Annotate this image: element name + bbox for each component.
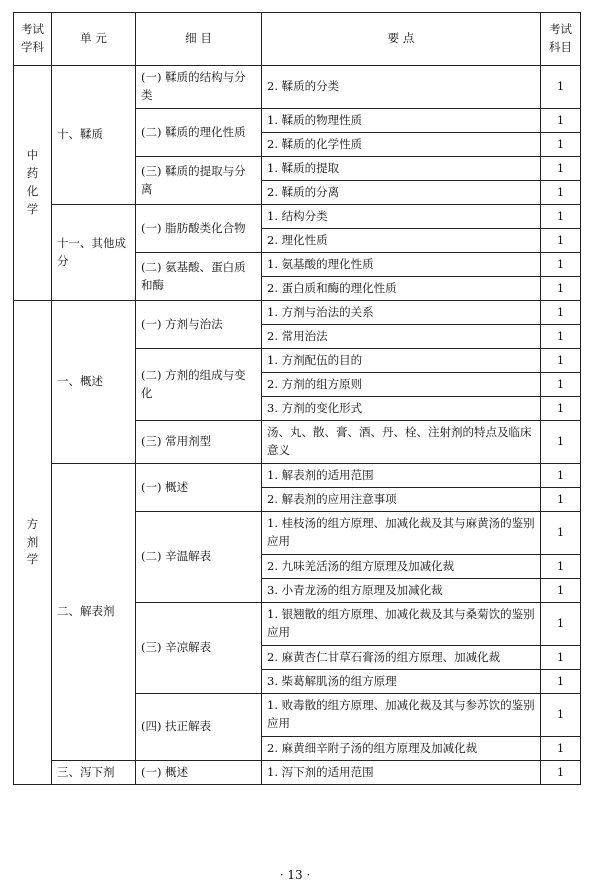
item-cell: (二) 辛温解表 [136, 512, 262, 603]
item-cell: (三) 辛凉解表 [136, 603, 262, 694]
point-cell: 1. 方剂与治法的关系 [262, 301, 541, 325]
page-number: · 13 · [279, 868, 311, 882]
count-cell: 1 [541, 579, 581, 603]
point-cell: 3. 方剂的变化形式 [262, 397, 541, 421]
count-cell: 1 [541, 325, 581, 349]
count-cell: 1 [541, 421, 581, 464]
unit-cell: 二、解表剂 [52, 464, 136, 761]
item-cell: (一) 方剂与治法 [136, 301, 262, 349]
point-cell: 1. 解表剂的适用范围 [262, 464, 541, 488]
point-cell: 2. 解表剂的应用注意事项 [262, 488, 541, 512]
item-cell: (二) 鞣质的理化性质 [136, 109, 262, 157]
table-row [14, 301, 581, 325]
unit-cell: 十、鞣质 [52, 66, 136, 205]
point-cell: 1. 桂枝汤的组方原理、加减化裁及其与麻黄汤的鉴别应用 [262, 512, 541, 555]
point-cell: 1. 泻下剂的适用范围 [262, 761, 541, 785]
table-row [14, 464, 581, 488]
unit-cell: 三、泻下剂 [52, 761, 136, 785]
table-row [14, 205, 581, 229]
item-cell: (二) 方剂的组成与变化 [136, 349, 262, 421]
header-row [14, 13, 581, 66]
point-cell: 1. 方剂配伍的目的 [262, 349, 541, 373]
exam-outline-table [13, 12, 581, 785]
count-cell: 1 [541, 181, 581, 205]
point-cell: 2. 理化性质 [262, 229, 541, 253]
subject-cell: 中药化学 [14, 66, 52, 301]
item-cell: (一) 概述 [136, 464, 262, 512]
point-cell: 2. 蛋白质和酶的理化性质 [262, 277, 541, 301]
point-cell: 1. 银翘散的组方原理、加减化裁及其与桑菊饮的鉴别应用 [262, 603, 541, 646]
count-cell: 1 [541, 464, 581, 488]
count-cell: 1 [541, 253, 581, 277]
count-cell: 1 [541, 761, 581, 785]
table-row [14, 761, 581, 785]
count-cell: 1 [541, 277, 581, 301]
item-cell: (四) 扶正解表 [136, 694, 262, 761]
subject-cell: 方剂学 [14, 301, 52, 785]
count-cell: 1 [541, 205, 581, 229]
point-cell: 汤、丸、散、膏、酒、丹、栓、注射剂的特点及临床意义 [262, 421, 541, 464]
point-cell: 2. 鞣质的分类 [262, 66, 541, 109]
item-cell: (三) 常用剂型 [136, 421, 262, 464]
count-cell: 1 [541, 66, 581, 109]
count-cell: 1 [541, 737, 581, 761]
count-cell: 1 [541, 512, 581, 555]
point-cell: 2. 常用治法 [262, 325, 541, 349]
item-cell: (二) 氨基酸、蛋白质和酶 [136, 253, 262, 301]
count-cell: 1 [541, 373, 581, 397]
count-cell: 1 [541, 157, 581, 181]
count-cell: 1 [541, 488, 581, 512]
point-cell: 3. 柴葛解肌汤的组方原理 [262, 670, 541, 694]
point-cell: 1. 鞣质的提取 [262, 157, 541, 181]
point-cell: 1. 鞣质的物理性质 [262, 109, 541, 133]
point-cell: 2. 九味羌活汤的组方原理及加减化裁 [262, 555, 541, 579]
point-cell: 2. 鞣质的化学性质 [262, 133, 541, 157]
item-cell: (一) 脂肪酸类化合物 [136, 205, 262, 253]
count-cell: 1 [541, 646, 581, 670]
point-cell: 1. 氨基酸的理化性质 [262, 253, 541, 277]
header-item: 细 目 [136, 13, 262, 66]
unit-cell: 十一、其他成分 [52, 205, 136, 301]
point-cell: 3. 小青龙汤的组方原理及加减化裁 [262, 579, 541, 603]
point-cell: 2. 麻黄细辛附子汤的组方原理及加减化裁 [262, 737, 541, 761]
count-cell: 1 [541, 670, 581, 694]
count-cell: 1 [541, 603, 581, 646]
point-cell: 2. 麻黄杏仁甘草石膏汤的组方原理、加减化裁 [262, 646, 541, 670]
count-cell: 1 [541, 109, 581, 133]
point-cell: 1. 结构分类 [262, 205, 541, 229]
count-cell: 1 [541, 133, 581, 157]
point-cell: 2. 方剂的组方原则 [262, 373, 541, 397]
count-cell: 1 [541, 555, 581, 579]
count-cell: 1 [541, 397, 581, 421]
table-row [14, 66, 581, 109]
count-cell: 1 [541, 349, 581, 373]
point-cell: 2. 鞣质的分离 [262, 181, 541, 205]
count-cell: 1 [541, 301, 581, 325]
point-cell: 1. 败毒散的组方原理、加减化裁及其与参苏饮的鉴别应用 [262, 694, 541, 737]
header-count: 考试科目 [541, 13, 581, 66]
header-subject: 考试学科 [14, 13, 52, 66]
count-cell: 1 [541, 229, 581, 253]
header-unit: 单 元 [52, 13, 136, 66]
item-cell: (一) 鞣质的结构与分类 [136, 66, 262, 109]
count-cell: 1 [541, 694, 581, 737]
header-points: 要 点 [262, 13, 541, 66]
unit-cell: 一、概述 [52, 301, 136, 464]
item-cell: (三) 鞣质的提取与分离 [136, 157, 262, 205]
item-cell: (一) 概述 [136, 761, 262, 785]
